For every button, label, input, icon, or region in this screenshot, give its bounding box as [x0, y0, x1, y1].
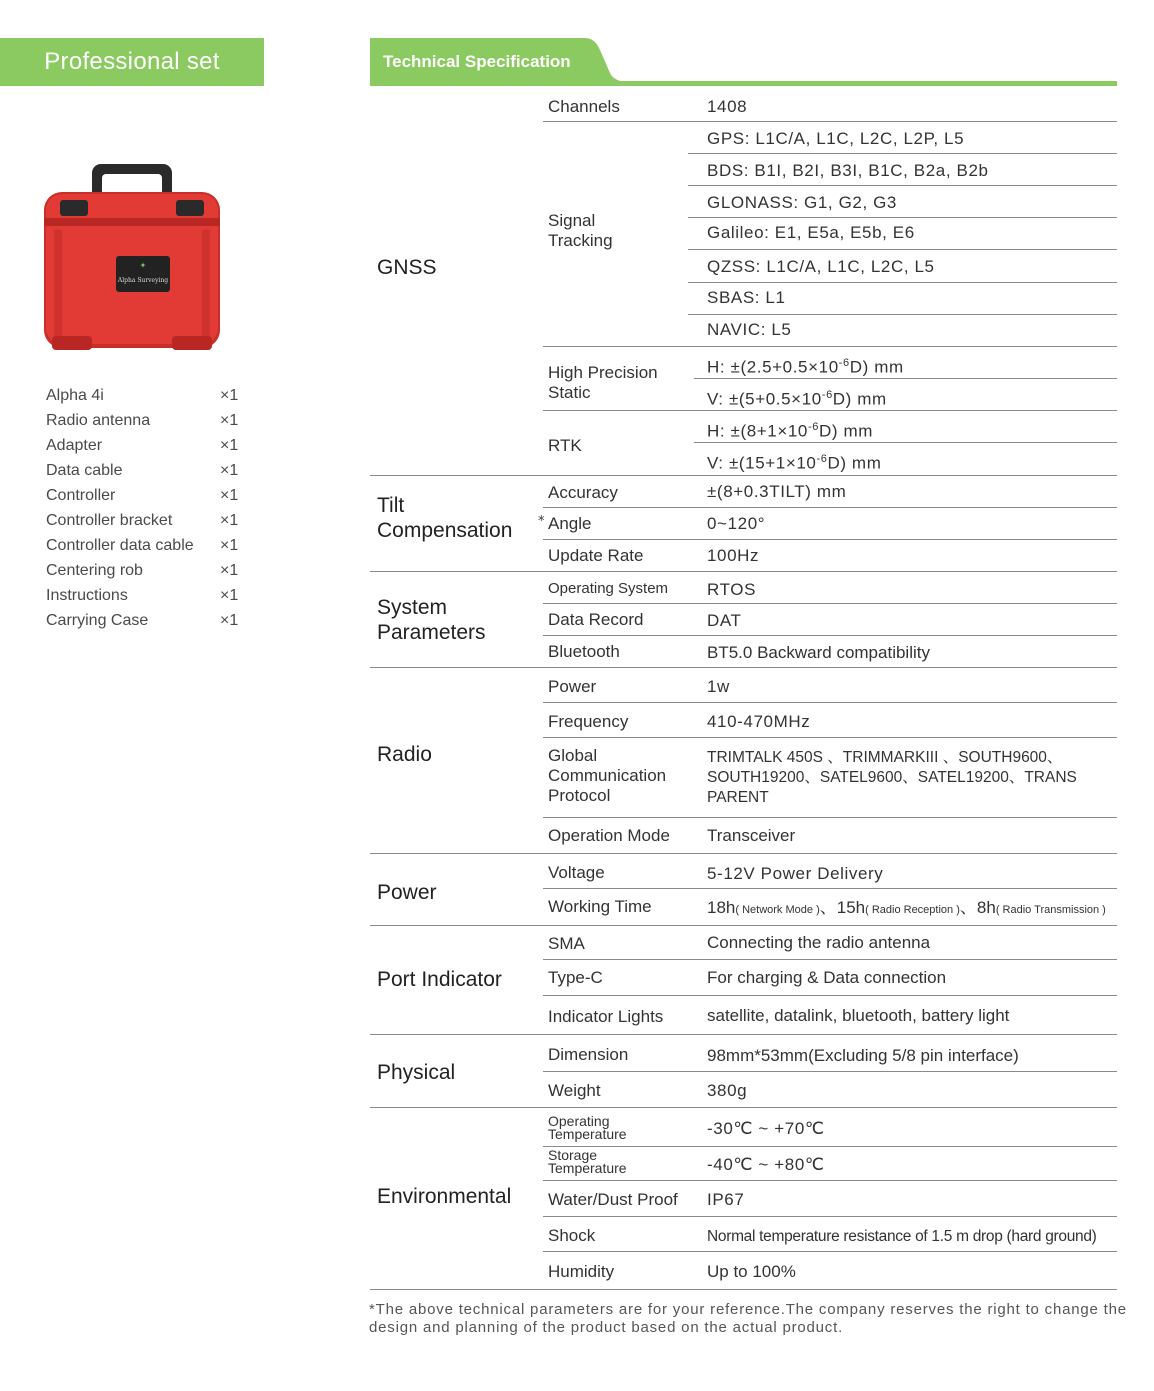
label-shock: Shock [548, 1226, 596, 1245]
footnote: *The above technical parameters are for your reference.The company reserves the right to change the design and planning of the product based on the actual product. [369, 1301, 1127, 1336]
value-sbas: SBAS: L1 [707, 288, 786, 307]
package-list [46, 385, 256, 635]
label-update-rate: Update Rate [548, 546, 644, 565]
wt-sep-2: 、 [959, 898, 977, 917]
package-item-qty: ×1 [220, 587, 239, 604]
package-item-qty: ×1 [220, 387, 239, 404]
wt-sep-1: 、 [819, 898, 837, 917]
value-frequency: 410-470MHz [707, 712, 811, 731]
label-humidity: Humidity [548, 1262, 615, 1281]
value-channels: 1408 [707, 97, 748, 116]
row-divider [543, 346, 1117, 347]
package-item-name: Data cable [46, 462, 123, 479]
package-item [46, 510, 256, 535]
value-rtk-v [707, 449, 881, 474]
label-accuracy: Accuracy [548, 483, 618, 502]
row-divider [543, 1146, 1117, 1147]
value-update-rate: 100Hz [707, 546, 760, 565]
package-item-qty: ×1 [220, 562, 239, 579]
label-operating-temperature: Operating Temperature [548, 1113, 627, 1142]
package-item-name: Controller [46, 487, 116, 504]
label-weight: Weight [548, 1081, 601, 1100]
value-rtk-h [707, 417, 873, 442]
row-divider [543, 635, 1117, 636]
spec-header-rule [370, 81, 1117, 86]
value-qzss: QZSS: L1C/A, L1C, L2C, L5 [707, 257, 935, 276]
spec-title: Technical Specification [383, 52, 571, 71]
svg-text:✦: ✦ [139, 261, 147, 270]
package-item [46, 460, 256, 485]
rtk-v-post: D) mm [827, 453, 882, 473]
row-divider [543, 995, 1117, 996]
row-divider [543, 702, 1117, 703]
static-h-post: D) mm [849, 357, 904, 377]
wt-1: 18h [707, 898, 736, 917]
category-system: System Parameters [377, 596, 486, 644]
section-divider [370, 571, 1117, 572]
row-divider [688, 314, 1117, 315]
label-voltage: Voltage [548, 863, 605, 882]
row-divider [543, 1216, 1117, 1217]
package-item [46, 560, 256, 585]
value-humidity: Up to 100% [707, 1262, 796, 1281]
row-divider [543, 410, 1117, 411]
package-item [46, 435, 256, 460]
value-operating-temperature: -30℃ ~ +70℃ [707, 1119, 825, 1138]
package-item-qty: ×1 [220, 437, 239, 454]
value-glonass: GLONASS: G1, G2, G3 [707, 193, 897, 212]
package-item-name: Alpha 4i [46, 387, 104, 404]
row-divider [543, 1180, 1117, 1181]
category-radio: Radio [377, 743, 432, 766]
package-item [46, 485, 256, 510]
value-sma: Connecting the radio antenna [707, 933, 931, 952]
static-v-exp: -6 [821, 389, 833, 401]
value-static-h [707, 353, 904, 378]
carrying-case-image [40, 160, 225, 355]
static-h-exp: -6 [838, 357, 850, 369]
category-environmental: Environmental [377, 1185, 512, 1208]
section-divider [370, 1034, 1117, 1035]
value-navic: NAVIC: L5 [707, 320, 792, 339]
package-item-qty: ×1 [220, 512, 239, 529]
value-global-communication-protocol: TRIMTALK 450S 、TRIMMARKIII 、SOUTH9600、SOUTH19200、SATEL9600、SATEL19200、TRANS PARENT [707, 749, 1077, 806]
row-divider [543, 959, 1117, 960]
value-data-record: DAT [707, 611, 742, 630]
rtk-h-pre: H: ±(8+1×10 [707, 421, 808, 441]
package-item [46, 385, 256, 410]
row-divider [543, 1071, 1117, 1072]
package-item-name: Centering rob [46, 562, 143, 579]
category-gnss: GNSS [377, 256, 437, 279]
label-frequency: Frequency [548, 712, 629, 731]
value-accuracy: ±(8+0.3TILT) mm [707, 482, 847, 501]
angle-asterisk: * [538, 514, 545, 529]
category-physical: Physical [377, 1061, 456, 1084]
label-data-record: Data Record [548, 610, 644, 629]
value-dimension: 98mm*53mm(Excluding 5/8 pin interface) [707, 1046, 1019, 1065]
row-divider [688, 249, 1117, 250]
row-divider [688, 153, 1117, 154]
label-signal-tracking: Signal Tracking [548, 211, 613, 250]
rtk-v-exp: -6 [816, 453, 828, 465]
label-bluetooth: Bluetooth [548, 642, 620, 661]
label-angle: Angle [548, 514, 592, 533]
value-type-c: For charging & Data connection [707, 968, 947, 987]
package-item-name: Instructions [46, 587, 128, 604]
professional-set-header: Professional set [0, 38, 264, 86]
label-operating-system: Operating System [548, 580, 669, 597]
label-sma: SMA [548, 934, 585, 953]
package-item-qty: ×1 [220, 537, 239, 554]
row-divider [543, 737, 1117, 738]
row-divider [694, 442, 1117, 443]
package-item [46, 535, 256, 560]
label-global-communication-protocol: Global Communication Protocol [548, 746, 667, 805]
package-item [46, 410, 256, 435]
package-item-qty: ×1 [220, 462, 239, 479]
wt-2-note: ( Radio Reception ) [865, 904, 960, 916]
wt-2: 15h [836, 898, 866, 917]
label-rtk: RTK [548, 436, 582, 455]
label-channels: Channels [548, 97, 620, 116]
row-divider [543, 539, 1117, 540]
section-divider [370, 925, 1117, 926]
value-operating-system: RTOS [707, 580, 757, 599]
rtk-v-pre: V: ±(15+1×10 [707, 453, 817, 473]
package-item-name: Controller bracket [46, 512, 173, 529]
value-shock: Normal temperature resistance of 1.5 m drop (hard ground) [707, 1228, 1097, 1245]
package-item-name: Carrying Case [46, 612, 149, 629]
section-divider [370, 667, 1117, 668]
case-label: Alpha Surveying [117, 277, 169, 284]
row-divider [543, 121, 1117, 122]
section-divider [370, 475, 1117, 476]
label-indicator-lights: Indicator Lights [548, 1007, 664, 1026]
value-gps: GPS: L1C/A, L1C, L2C, L2P, L5 [707, 129, 965, 148]
wt-3: 8h [976, 898, 996, 917]
label-radio-power: Power [548, 677, 597, 696]
value-static-v [707, 385, 887, 410]
package-item-qty: ×1 [220, 412, 239, 429]
label-operation-mode: Operation Mode [548, 826, 670, 845]
value-radio-power: 1w [707, 677, 730, 696]
value-bluetooth: BT5.0 Backward compatibility [707, 643, 930, 662]
row-divider [543, 507, 1117, 508]
label-working-time: Working Time [548, 897, 652, 916]
label-storage-temperature: Storage Temperature [548, 1147, 627, 1176]
value-voltage: 5-12V Power Delivery [707, 864, 884, 883]
category-port: Port Indicator [377, 968, 502, 991]
static-v-post: D) mm [832, 389, 887, 409]
category-power: Power [377, 881, 437, 904]
value-working-time [707, 898, 1106, 920]
value-bds: BDS: B1I, B2I, B3I, B1C, B2a, B2b [707, 161, 989, 180]
section-divider [370, 1289, 1117, 1290]
row-divider [543, 603, 1117, 604]
label-type-c: Type-C [548, 968, 603, 987]
wt-1-note: ( Network Mode ) [735, 904, 820, 916]
section-divider [370, 853, 1117, 854]
package-item-name: Controller data cable [46, 537, 194, 554]
row-divider [688, 282, 1117, 283]
rtk-h-exp: -6 [808, 421, 819, 433]
static-h-pre: H: ±(2.5+0.5×10 [707, 357, 839, 377]
value-operation-mode: Transceiver [707, 826, 796, 845]
section-divider [370, 1107, 1117, 1108]
row-divider [688, 217, 1117, 218]
label-water-dust-proof: Water/Dust Proof [548, 1190, 678, 1209]
value-angle: 0~120° [707, 514, 766, 533]
row-divider [543, 1251, 1117, 1252]
row-divider [688, 185, 1117, 186]
value-storage-temperature: -40℃ ~ +80℃ [707, 1155, 825, 1174]
static-v-pre: V: ±(5+0.5×10 [707, 389, 822, 409]
wt-3-note: ( Radio Transmission ) [995, 904, 1106, 916]
package-item [46, 585, 256, 610]
row-divider [543, 888, 1117, 889]
package-item-qty: ×1 [220, 612, 239, 629]
package-item-qty: ×1 [220, 487, 239, 504]
value-galileo: Galileo: E1, E5a, E5b, E6 [707, 223, 915, 242]
label-high-precision-static: High Precision Static [548, 363, 658, 402]
value-indicator-lights: satellite, datalink, bluetooth, battery light [707, 1006, 1010, 1025]
package-item [46, 610, 256, 635]
package-item-name: Adapter [46, 437, 103, 454]
row-divider [543, 817, 1117, 818]
value-water-dust-proof: IP67 [707, 1190, 745, 1209]
package-item-name: Radio antenna [46, 412, 151, 429]
category-tilt: Tilt Compensation [377, 494, 513, 542]
rtk-h-post: D) mm [818, 421, 873, 441]
label-dimension: Dimension [548, 1045, 629, 1064]
row-divider [694, 378, 1117, 379]
value-weight: 380g [707, 1081, 748, 1100]
